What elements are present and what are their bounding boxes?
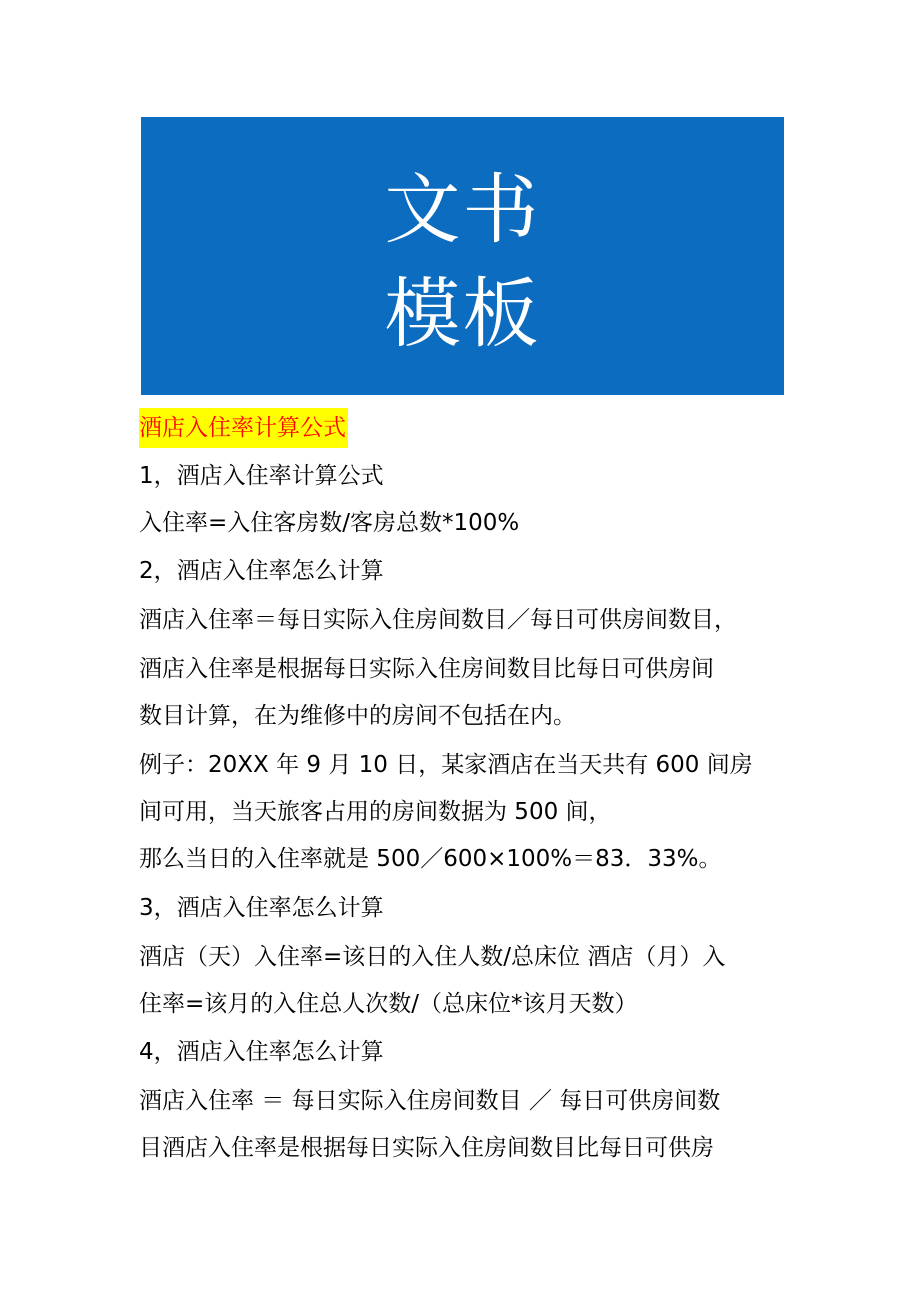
formula-line: 入住率=入住客房数/客房总数*100%	[139, 510, 520, 536]
banner-title-line-1: 文书	[384, 165, 541, 254]
paragraph-line: 酒店（天）入住率=该日的入住人数/总床位 酒店（月）入	[139, 944, 726, 970]
cover-banner	[141, 117, 784, 395]
paragraph-line: 数目计算，在为维修中的房间不包括在内。	[139, 703, 576, 729]
paragraph-line: 酒店入住率是根据每日实际入住房间数目比每日可供房间	[139, 656, 714, 682]
heading-4: 4，酒店入住率怎么计算	[139, 1039, 384, 1065]
document-title: 酒店入住率计算公式	[139, 408, 348, 448]
example-line: 间可用，当天旅客占用的房间数据为 500 间，	[139, 799, 612, 825]
example-line: 那么当日的入住率就是 500／600×100%＝83．33%。	[139, 846, 722, 872]
paragraph-line: 酒店入住率 ＝ 每日实际入住房间数目 ／ 每日可供房间数	[139, 1088, 721, 1114]
paragraph-line: 目酒店入住率是根据每日实际入住房间数目比每日可供房	[139, 1135, 714, 1161]
heading-1: 1，酒店入住率计算公式	[139, 463, 384, 489]
example-line: 例子：20XX 年 9 月 10 日，某家酒店在当天共有 600 间房	[139, 752, 753, 778]
heading-2: 2，酒店入住率怎么计算	[139, 558, 384, 584]
banner-title-line-2: 模板	[384, 269, 541, 358]
paragraph-line: 住率=该月的入住总人次数/（总床位*该月天数）	[139, 991, 638, 1017]
paragraph-line: 酒店入住率＝每日实际入住房间数目／每日可供房间数目，	[139, 607, 737, 633]
heading-3: 3，酒店入住率怎么计算	[139, 895, 384, 921]
